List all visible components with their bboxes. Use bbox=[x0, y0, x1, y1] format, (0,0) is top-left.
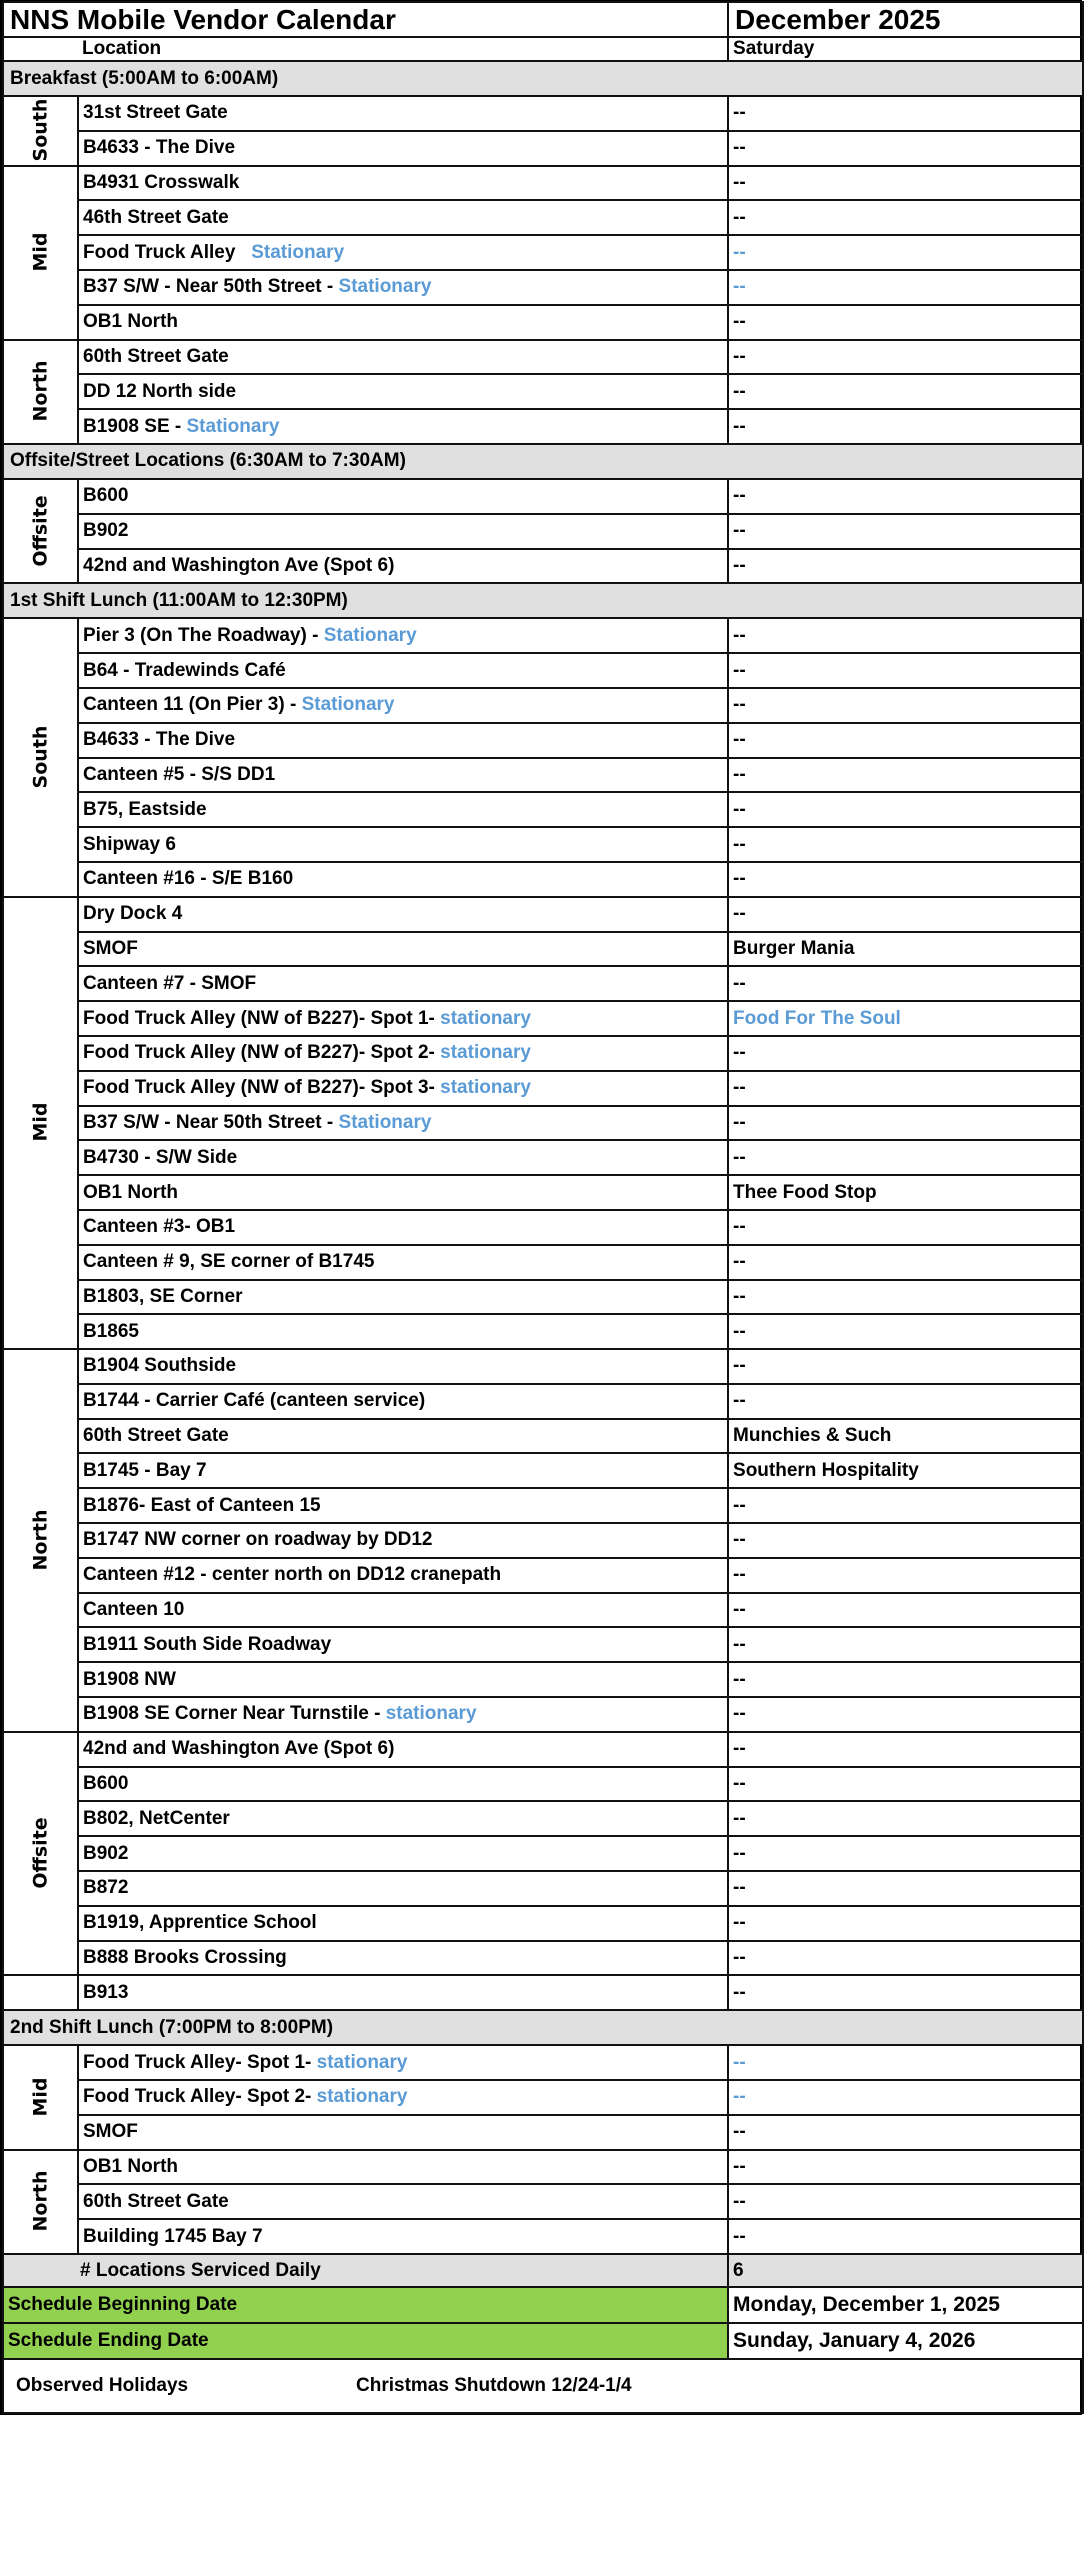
vendor-cell: -- bbox=[728, 966, 1083, 1001]
location-name: B4730 - S/W Side bbox=[83, 1146, 238, 1168]
location-cell bbox=[78, 1697, 728, 1732]
location-cell bbox=[78, 688, 728, 723]
vendor-cell: -- bbox=[728, 723, 1083, 758]
vendor-cell: -- bbox=[728, 549, 1083, 584]
location-cell bbox=[78, 340, 728, 375]
location-cell bbox=[78, 1558, 728, 1593]
vendor-cell: -- bbox=[728, 1245, 1083, 1280]
location-name: B600 bbox=[83, 1773, 129, 1795]
vendor-cell: -- bbox=[728, 618, 1083, 653]
location-row bbox=[3, 1314, 1083, 1349]
location-name: B1908 NW bbox=[83, 1668, 176, 1690]
section-header-row bbox=[3, 2010, 1083, 2045]
location-cell bbox=[78, 235, 728, 270]
location-name: Dry Dock 4 bbox=[83, 903, 183, 925]
location-row bbox=[3, 1245, 1083, 1280]
location-name: Food Truck Alley (NW of B227)- Spot 2- bbox=[83, 1042, 441, 1064]
location-row bbox=[3, 1210, 1083, 1245]
location-name: B600 bbox=[83, 485, 129, 507]
vendor-cell: -- bbox=[728, 897, 1083, 932]
vendor-cell: -- bbox=[728, 1140, 1083, 1175]
location-name: Canteen #3- OB1 bbox=[83, 1216, 236, 1238]
holidays-row bbox=[3, 2359, 1083, 2413]
location-row bbox=[3, 1106, 1083, 1141]
location-row bbox=[3, 1732, 1083, 1767]
location-name: OB1 North bbox=[83, 311, 178, 333]
location-row bbox=[3, 1036, 1083, 1071]
location-name: Food Truck Alley- Spot 1- bbox=[83, 2051, 317, 2073]
vendor-cell: -- bbox=[728, 1871, 1083, 1906]
location-cell bbox=[78, 1384, 728, 1419]
location-name: OB1 North bbox=[83, 2156, 178, 2178]
location-row bbox=[3, 340, 1083, 375]
location-name: B913 bbox=[83, 1981, 129, 2003]
vendor-cell: -- bbox=[728, 1662, 1083, 1697]
location-row bbox=[3, 166, 1083, 201]
location-cell bbox=[78, 305, 728, 340]
location-cell bbox=[78, 131, 728, 166]
area-label-cell bbox=[3, 2045, 78, 2149]
vendor-cell: -- bbox=[728, 862, 1083, 897]
location-cell bbox=[78, 1245, 728, 1280]
schedule-begin-label: Schedule Beginning Date bbox=[3, 2287, 728, 2323]
location-row bbox=[3, 1280, 1083, 1315]
vendor-cell: -- bbox=[728, 2080, 1083, 2115]
location-row bbox=[3, 1975, 1083, 2010]
stationary-tag: stationary bbox=[440, 1007, 531, 1029]
location-cell bbox=[78, 1627, 728, 1662]
area-label-cell bbox=[3, 479, 78, 583]
area-label: North bbox=[29, 1509, 52, 1571]
location-row bbox=[3, 1593, 1083, 1628]
vendor-cell: Burger Mania bbox=[728, 932, 1083, 967]
calendar-title: NNS Mobile Vendor Calendar bbox=[3, 2, 728, 37]
location-cell bbox=[78, 1801, 728, 1836]
area-label: Mid bbox=[29, 2077, 52, 2117]
vendor-cell: -- bbox=[728, 200, 1083, 235]
stationary-tag: stationary bbox=[316, 2086, 408, 2108]
stationary-tag: Stationary bbox=[251, 241, 345, 263]
vendor-cell: -- bbox=[728, 653, 1083, 688]
location-cell bbox=[78, 270, 728, 305]
stationary-tag: stationary bbox=[316, 2051, 408, 2073]
vendor-cell: -- bbox=[728, 1836, 1083, 1871]
location-cell bbox=[78, 479, 728, 514]
location-row bbox=[3, 618, 1083, 653]
area-label: Offsite bbox=[29, 1817, 52, 1889]
location-name: B888 Brooks Crossing bbox=[83, 1947, 287, 1969]
location-row bbox=[3, 2219, 1083, 2254]
location-row bbox=[3, 270, 1083, 305]
location-cell bbox=[78, 1871, 728, 1906]
location-row bbox=[3, 1140, 1083, 1175]
holidays-cell bbox=[3, 2359, 1083, 2413]
vendor-cell: -- bbox=[728, 270, 1083, 305]
section-title: Offsite/Street Locations (6:30AM to 7:30AM) bbox=[3, 444, 1083, 479]
location-cell bbox=[78, 1662, 728, 1697]
location-cell bbox=[78, 1349, 728, 1384]
location-name: Building 1745 Bay 7 bbox=[83, 2225, 263, 2247]
location-name: OB1 North bbox=[83, 1181, 178, 1203]
vendor-cell: -- bbox=[728, 2150, 1083, 2185]
location-row bbox=[3, 549, 1083, 584]
location-row bbox=[3, 792, 1083, 827]
vendor-cell: -- bbox=[728, 1801, 1083, 1836]
location-cell bbox=[78, 1488, 728, 1523]
locations-serviced-label: # Locations Serviced Daily bbox=[3, 2254, 728, 2287]
location-cell bbox=[78, 1732, 728, 1767]
day-column-header: Saturday bbox=[728, 37, 1083, 61]
location-row bbox=[3, 1349, 1083, 1384]
location-row bbox=[3, 1627, 1083, 1662]
location-cell bbox=[78, 2080, 728, 2115]
vendor-cell: -- bbox=[728, 1627, 1083, 1662]
location-name: Canteen #12 - center north on DD12 cranepath bbox=[83, 1564, 502, 1586]
location-name: B1911 South Side Roadway bbox=[83, 1633, 332, 1655]
vendor-cell: -- bbox=[728, 340, 1083, 375]
location-cell bbox=[78, 1140, 728, 1175]
vendor-cell: -- bbox=[728, 2184, 1083, 2219]
vendor-cell: Southern Hospitality bbox=[728, 1453, 1083, 1488]
location-cell bbox=[78, 1106, 728, 1141]
location-cell bbox=[78, 409, 728, 444]
location-cell bbox=[78, 2150, 728, 2185]
location-row bbox=[3, 2045, 1083, 2080]
location-row bbox=[3, 1453, 1083, 1488]
location-name: Food Truck Alley bbox=[83, 241, 252, 263]
location-name: B64 - Tradewinds Café bbox=[83, 659, 286, 681]
location-cell bbox=[78, 618, 728, 653]
location-row bbox=[3, 1071, 1083, 1106]
location-name: B37 S/W - Near 50th Street - bbox=[83, 1111, 339, 1133]
vendor-cell: -- bbox=[728, 1314, 1083, 1349]
area-label-cell bbox=[3, 340, 78, 444]
location-cell bbox=[78, 1314, 728, 1349]
location-row bbox=[3, 758, 1083, 793]
location-row bbox=[3, 723, 1083, 758]
location-row bbox=[3, 479, 1083, 514]
location-name: B902 bbox=[83, 1842, 129, 1864]
vendor-cell: -- bbox=[728, 235, 1083, 270]
vendor-cell: -- bbox=[728, 166, 1083, 201]
location-name: B37 S/W - Near 50th Street - bbox=[83, 276, 339, 298]
location-name: Canteen # 9, SE corner of B1745 bbox=[83, 1251, 375, 1273]
location-row bbox=[3, 1662, 1083, 1697]
location-cell bbox=[78, 2219, 728, 2254]
location-row bbox=[3, 2150, 1083, 2185]
vendor-cell: -- bbox=[728, 131, 1083, 166]
location-cell bbox=[78, 966, 728, 1001]
location-name: SMOF bbox=[83, 937, 138, 959]
vendor-cell: -- bbox=[728, 2115, 1083, 2150]
location-name: B4931 Crosswalk bbox=[83, 171, 240, 193]
section-header-row bbox=[3, 444, 1083, 479]
location-name: 60th Street Gate bbox=[83, 2190, 229, 2212]
location-cell bbox=[78, 1523, 728, 1558]
section-header-row bbox=[3, 61, 1083, 96]
vendor-cell: -- bbox=[728, 688, 1083, 723]
schedule-end-value: Sunday, January 4, 2026 bbox=[728, 2323, 1083, 2359]
location-name: B1919, Apprentice School bbox=[83, 1912, 317, 1934]
location-cell bbox=[78, 1280, 728, 1315]
location-row bbox=[3, 131, 1083, 166]
location-name: B1745 - Bay 7 bbox=[83, 1459, 207, 1481]
vendor-cell: -- bbox=[728, 1488, 1083, 1523]
vendor-cell: -- bbox=[728, 479, 1083, 514]
vendor-cell: -- bbox=[728, 792, 1083, 827]
location-name: Canteen #7 - SMOF bbox=[83, 972, 257, 994]
location-name: 42nd and Washington Ave (Spot 6) bbox=[83, 1738, 395, 1760]
vendor-cell: Munchies & Such bbox=[728, 1419, 1083, 1454]
location-cell bbox=[78, 792, 728, 827]
location-row bbox=[3, 374, 1083, 409]
location-row bbox=[3, 1175, 1083, 1210]
location-row bbox=[3, 235, 1083, 270]
location-name: B1803, SE Corner bbox=[83, 1285, 243, 1307]
vendor-cell: -- bbox=[728, 1697, 1083, 1732]
location-column-header: Location bbox=[78, 37, 728, 61]
stationary-tag: Stationary bbox=[323, 624, 417, 646]
area-label: South bbox=[29, 725, 52, 789]
area-label-cell bbox=[3, 96, 78, 166]
vendor-cell: -- bbox=[728, 2045, 1083, 2080]
location-name: Shipway 6 bbox=[83, 833, 176, 855]
vendor-cell: -- bbox=[728, 1523, 1083, 1558]
location-cell bbox=[78, 723, 728, 758]
location-cell bbox=[78, 1175, 728, 1210]
vendor-cell: -- bbox=[728, 758, 1083, 793]
stationary-tag: Stationary bbox=[338, 276, 432, 298]
location-cell bbox=[78, 514, 728, 549]
location-row bbox=[3, 1906, 1083, 1941]
location-name: B1876- East of Canteen 15 bbox=[83, 1494, 321, 1516]
column-header-row bbox=[3, 37, 1083, 61]
location-cell bbox=[78, 897, 728, 932]
area-label: Mid bbox=[29, 1102, 52, 1142]
area-label-cell bbox=[3, 897, 78, 1349]
location-cell bbox=[78, 166, 728, 201]
location-cell bbox=[78, 96, 728, 131]
location-row bbox=[3, 1767, 1083, 1802]
location-name: B4633 - The Dive bbox=[83, 729, 236, 751]
vendor-cell: -- bbox=[728, 1975, 1083, 2010]
stationary-tag: stationary bbox=[440, 1077, 531, 1099]
location-cell bbox=[78, 200, 728, 235]
location-cell bbox=[78, 549, 728, 584]
vendor-cell: -- bbox=[728, 1941, 1083, 1976]
location-name: 31st Street Gate bbox=[83, 102, 228, 124]
location-cell bbox=[78, 1419, 728, 1454]
schedule-begin-value: Monday, December 1, 2025 bbox=[728, 2287, 1083, 2323]
location-cell bbox=[78, 1767, 728, 1802]
location-row bbox=[3, 897, 1083, 932]
location-row bbox=[3, 409, 1083, 444]
vendor-cell: Thee Food Stop bbox=[728, 1175, 1083, 1210]
location-row bbox=[3, 1001, 1083, 1036]
vendor-cell: -- bbox=[728, 1349, 1083, 1384]
location-row bbox=[3, 862, 1083, 897]
location-cell bbox=[78, 862, 728, 897]
location-row bbox=[3, 653, 1083, 688]
location-name: Canteen #5 - S/S DD1 bbox=[83, 763, 276, 785]
stationary-tag: Stationary bbox=[301, 694, 395, 716]
area-label-cell bbox=[3, 2150, 78, 2254]
location-cell bbox=[78, 1210, 728, 1245]
location-cell bbox=[78, 1836, 728, 1871]
area-label-cell bbox=[3, 1349, 78, 1732]
area-label: Mid bbox=[29, 232, 52, 272]
location-name: B902 bbox=[83, 520, 129, 542]
location-row bbox=[3, 932, 1083, 967]
stationary-tag: Stationary bbox=[186, 415, 280, 437]
section-title: 2nd Shift Lunch (7:00PM to 8:00PM) bbox=[3, 2010, 1083, 2045]
schedule-end-label: Schedule Ending Date bbox=[3, 2323, 728, 2359]
vendor-cell: -- bbox=[728, 374, 1083, 409]
location-row bbox=[3, 1801, 1083, 1836]
location-name: 60th Street Gate bbox=[83, 345, 229, 367]
vendor-cell: -- bbox=[728, 1106, 1083, 1141]
area-label: North bbox=[29, 360, 52, 422]
area-label: North bbox=[29, 2170, 52, 2232]
vendor-cell: -- bbox=[728, 305, 1083, 340]
location-cell bbox=[78, 1593, 728, 1628]
location-name: B1865 bbox=[83, 1320, 139, 1342]
location-cell bbox=[78, 653, 728, 688]
location-name: 46th Street Gate bbox=[83, 206, 229, 228]
vendor-cell: -- bbox=[728, 1767, 1083, 1802]
vendor-cell: -- bbox=[728, 1280, 1083, 1315]
location-row bbox=[3, 305, 1083, 340]
vendor-calendar-table bbox=[2, 1, 1084, 2414]
location-name: Food Truck Alley- Spot 2- bbox=[83, 2086, 317, 2108]
location-row bbox=[3, 96, 1083, 131]
vendor-cell: -- bbox=[728, 514, 1083, 549]
area-label-cell bbox=[3, 618, 78, 896]
location-name: Food Truck Alley (NW of B227)- Spot 3- bbox=[83, 1077, 441, 1099]
location-name: 60th Street Gate bbox=[83, 1425, 229, 1447]
location-cell bbox=[78, 1001, 728, 1036]
location-cell bbox=[78, 2184, 728, 2219]
location-name: Canteen #16 - S/E B160 bbox=[83, 868, 294, 890]
schedule-end-row bbox=[3, 2323, 1083, 2359]
vendor-cell: -- bbox=[728, 96, 1083, 131]
location-cell bbox=[78, 2045, 728, 2080]
location-cell bbox=[78, 2115, 728, 2150]
holidays-value: Christmas Shutdown 12/24-1/4 bbox=[356, 2375, 632, 2397]
location-cell bbox=[78, 374, 728, 409]
location-cell bbox=[78, 827, 728, 862]
vendor-cell: -- bbox=[728, 1036, 1083, 1071]
section-title: 1st Shift Lunch (11:00AM to 12:30PM) bbox=[3, 583, 1083, 618]
vendor-cell: -- bbox=[728, 1906, 1083, 1941]
vendor-cell: -- bbox=[728, 1593, 1083, 1628]
locations-serviced-row bbox=[3, 2254, 1083, 2287]
location-name: Food Truck Alley (NW of B227)- Spot 1- bbox=[83, 1007, 441, 1029]
location-name: Pier 3 (On The Roadway) - bbox=[83, 624, 324, 646]
location-name: B1908 SE Corner Near Turnstile - bbox=[83, 1703, 386, 1725]
location-name: Canteen 10 bbox=[83, 1599, 185, 1621]
vendor-cell: -- bbox=[728, 827, 1083, 862]
area-label-cell bbox=[3, 166, 78, 340]
location-row bbox=[3, 1523, 1083, 1558]
location-name: DD 12 North side bbox=[83, 380, 237, 402]
location-row bbox=[3, 200, 1083, 235]
location-cell bbox=[78, 1036, 728, 1071]
vendor-cell: Food For The Soul bbox=[728, 1001, 1083, 1036]
location-name: Canteen 11 (On Pier 3) - bbox=[83, 694, 302, 716]
location-row bbox=[3, 1697, 1083, 1732]
location-row bbox=[3, 827, 1083, 862]
location-name: B1908 SE - bbox=[83, 415, 187, 437]
location-name: B1747 NW corner on roadway by DD12 bbox=[83, 1529, 433, 1551]
location-name: B1904 Southside bbox=[83, 1355, 237, 1377]
vendor-cell: -- bbox=[728, 1210, 1083, 1245]
area-header-cell bbox=[3, 37, 78, 61]
location-row bbox=[3, 2184, 1083, 2219]
location-row bbox=[3, 688, 1083, 723]
title-row bbox=[3, 2, 1083, 37]
location-cell bbox=[78, 1941, 728, 1976]
location-cell bbox=[78, 1975, 728, 2010]
stationary-tag: stationary bbox=[385, 1703, 477, 1725]
section-header-row bbox=[3, 583, 1083, 618]
location-cell bbox=[78, 1906, 728, 1941]
location-name: B802, NetCenter bbox=[83, 1807, 230, 1829]
location-row bbox=[3, 2115, 1083, 2150]
location-row bbox=[3, 1871, 1083, 1906]
location-row bbox=[3, 2080, 1083, 2115]
location-row bbox=[3, 1419, 1083, 1454]
location-name: B75, Eastside bbox=[83, 798, 207, 820]
area-label-cell bbox=[3, 1732, 78, 1976]
locations-serviced-value: 6 bbox=[728, 2254, 1083, 2287]
area-label: Offsite bbox=[29, 494, 52, 567]
stationary-tag: Stationary bbox=[338, 1111, 432, 1133]
location-cell bbox=[78, 1453, 728, 1488]
location-row bbox=[3, 514, 1083, 549]
location-name: SMOF bbox=[83, 2121, 138, 2143]
vendor-cell: -- bbox=[728, 409, 1083, 444]
location-name: B1744 - Carrier Café (canteen service) bbox=[83, 1390, 426, 1412]
vendor-cell: -- bbox=[728, 1558, 1083, 1593]
location-row bbox=[3, 1941, 1083, 1976]
location-name: B872 bbox=[83, 1877, 129, 1899]
schedule-begin-row bbox=[3, 2287, 1083, 2323]
area-label-cell bbox=[3, 1975, 78, 2010]
vendor-cell: -- bbox=[728, 1384, 1083, 1419]
location-row bbox=[3, 966, 1083, 1001]
section-title: Breakfast (5:00AM to 6:00AM) bbox=[3, 61, 1083, 96]
vendor-cell: -- bbox=[728, 1071, 1083, 1106]
location-cell bbox=[78, 932, 728, 967]
area-label: South bbox=[29, 98, 52, 162]
location-name: 42nd and Washington Ave (Spot 6) bbox=[83, 554, 395, 576]
calendar-month: December 2025 bbox=[728, 2, 1083, 37]
vendor-cell: -- bbox=[728, 1732, 1083, 1767]
location-row bbox=[3, 1488, 1083, 1523]
location-name: B4633 - The Dive bbox=[83, 137, 236, 159]
location-cell bbox=[78, 1071, 728, 1106]
stationary-tag: stationary bbox=[440, 1042, 531, 1064]
vendor-cell: -- bbox=[728, 2219, 1083, 2254]
location-row bbox=[3, 1384, 1083, 1419]
location-cell bbox=[78, 758, 728, 793]
holidays-label: Observed Holidays bbox=[16, 2375, 189, 2397]
location-row bbox=[3, 1558, 1083, 1593]
location-row bbox=[3, 1836, 1083, 1871]
